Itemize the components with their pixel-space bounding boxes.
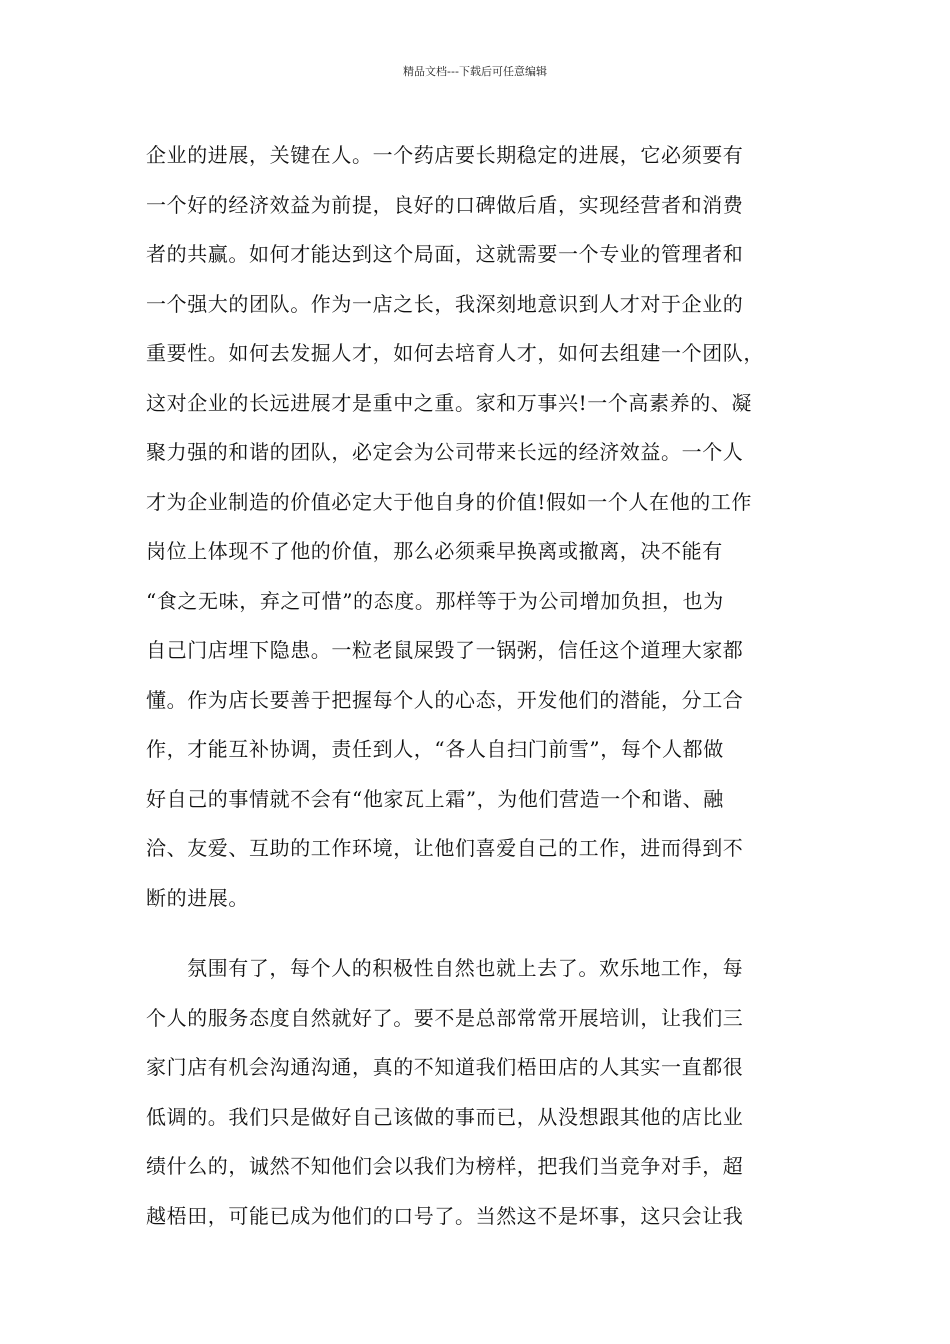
text-line: 低调的。我们只是做好自己该做的事而已，从没想跟其他的店比业	[146, 1104, 744, 1129]
text-line: 越梧田，可能已成为他们的口号了。当然这不是坏事，这只会让我	[146, 1203, 744, 1228]
text-line: 一个强大的团队。作为一店之长，我深刻地意识到人才对于企业的	[146, 291, 744, 316]
text-line: 重要性。如何去发掘人才，如何去培育人才，如何去组建一个团队，	[146, 341, 764, 365]
text-line: 才为企业制造的价值必定大于他自身的价值!假如一个人在他的工作	[146, 489, 753, 514]
text-line: 作，才能互补协调，责任到人，“各人自扫门前雪”，每个人都做	[146, 737, 724, 761]
text-line-indented: 氛围有了，每个人的积极性自然也就上去了。欢乐地工作，每	[187, 956, 744, 980]
paragraph-spacing	[146, 923, 818, 944]
document-body	[146, 131, 818, 1241]
text-line: 聚力强的和谐的团队，必定会为公司带来长远的经济效益。一个人	[146, 440, 744, 464]
text-line: 这对企业的长远进展才是重中之重。家和万事兴!一个高素养的、凝	[146, 390, 753, 415]
text-line: 者的共赢。如何才能达到这个局面，这就需要一个专业的管理者和	[146, 242, 744, 266]
text-line: 自己门店埋下隐患。一粒老鼠屎毁了一锅粥，信任这个道理大家都	[146, 638, 744, 662]
text-line: 企业的进展，关键在人。一个药店要长期稳定的进展，它必须要有	[146, 143, 744, 167]
text-line: 断的进展。	[146, 885, 249, 910]
text-line: 好自己的事情就不会有“他家瓦上霜”，为他们营造一个和谐、融	[146, 786, 724, 811]
text-line: 懂。作为店长要善于把握每个人的心态，开发他们的潜能，分工合	[146, 687, 744, 712]
paragraph-2	[146, 944, 818, 1241]
text-line: 岗位上体现不了他的价值，那么必须乘早换离或撤离，决不能有	[146, 539, 723, 563]
page-header: 精品文档---下载后可任意编辑	[403, 65, 547, 78]
text-line: 绩什么的，诚然不知他们会以我们为榜样，把我们当竞争对手，超	[146, 1154, 744, 1178]
text-line: “食之无味，弃之可惜”的态度。那样等于为公司增加负担，也为	[146, 588, 724, 613]
text-line: 家门店有机会沟通沟通，真的不知道我们梧田店的人其实一直都很	[146, 1055, 744, 1079]
paragraph-1	[146, 131, 818, 923]
text-line: 一个好的经济效益为前提，良好的口碑做后盾，实现经营者和消费	[146, 192, 744, 217]
text-line: 洽、友爱、互助的工作环境，让他们喜爱自己的工作，进而得到不	[146, 836, 744, 860]
text-line: 个人的服务态度自然就好了。要不是总部常常开展培训，让我们三	[146, 1005, 744, 1030]
